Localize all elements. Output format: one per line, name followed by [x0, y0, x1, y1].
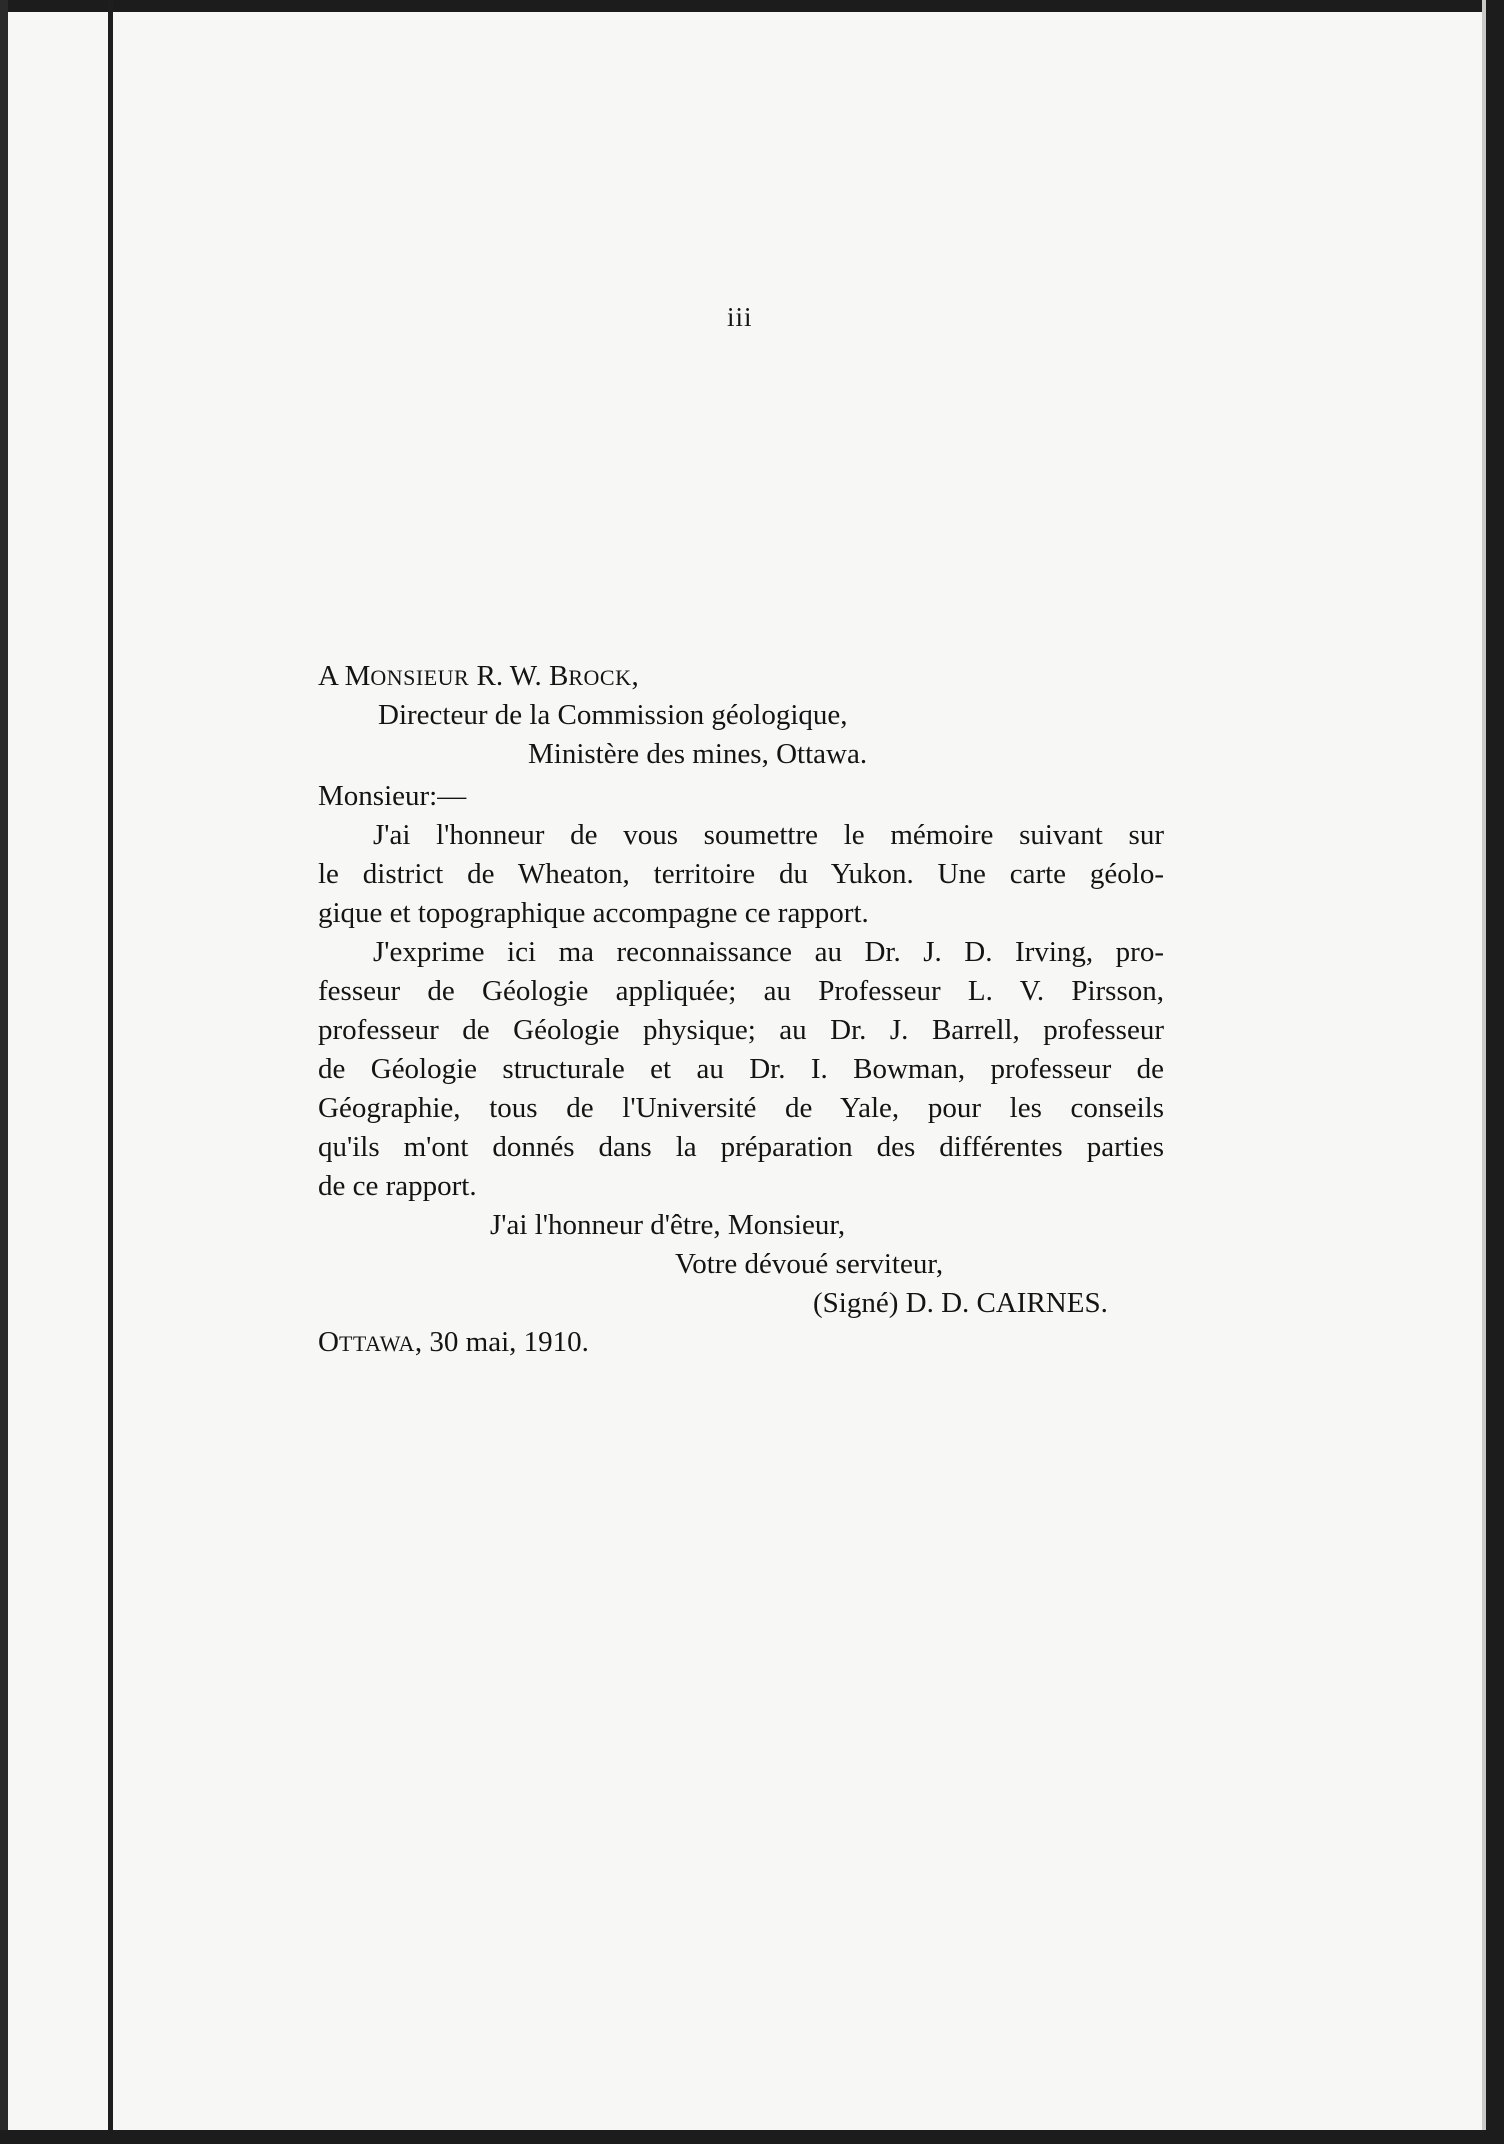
paragraph2-line3: professeur de Géologie physique; au Dr. J. Barrell, professeur: [318, 1014, 1164, 1046]
paragraph1-line1: J'ai l'honneur de vous soumettre le mémoire suivant sur: [373, 819, 1164, 851]
addressee-initial: A: [318, 660, 345, 692]
page-number: iii: [727, 302, 753, 332]
scan-border-left: [0, 0, 8, 2144]
binding-gutter-line: [108, 0, 113, 2144]
scan-border-top: [0, 0, 1504, 12]
paragraph2-line2: fesseur de Géologie appliquée; au Professeur L. V. Pirsson,: [318, 975, 1164, 1007]
addressee-line: [318, 658, 639, 696]
paragraph1-line2: le district de Wheaton, territoire du Yukon. Une carte géolo-: [318, 858, 1164, 890]
addressee-title: Directeur de la Commission géologique,: [378, 699, 848, 731]
dateline-place-cap: O: [318, 1326, 339, 1358]
dateline-place-small: TTAWA: [338, 1331, 415, 1356]
addressee-surname-cap: B: [549, 660, 569, 692]
scan-border-bottom: [0, 2130, 1504, 2144]
paragraph1-line3: gique et topographique accompagne ce rapport.: [318, 897, 869, 929]
paragraph2-line1: J'exprime ici ma reconnaissance au Dr. J. D. Irving, pro-: [373, 936, 1164, 968]
signature: (Signé) D. D. CAIRNES.: [813, 1287, 1108, 1319]
addressee-surname-small: ROCK: [568, 665, 632, 690]
dateline: [318, 1324, 589, 1362]
addressee-name-small: ONSIEUR: [370, 665, 470, 690]
greeting: Monsieur:—: [318, 780, 467, 812]
closing-servant: Votre dévoué serviteur,: [675, 1248, 944, 1280]
paragraph2-line7: de ce rapport.: [318, 1170, 477, 1202]
addressee-end: ,: [631, 660, 639, 692]
paragraph2-line6: qu'ils m'ont donnés dans la préparation des différentes parties: [318, 1131, 1164, 1163]
paragraph2-line5: Géographie, tous de l'Université de Yale, pour les conseils: [318, 1092, 1164, 1124]
addressee-department: Ministère des mines, Ottawa.: [528, 738, 868, 770]
dateline-date: , 30 mai, 1910.: [414, 1326, 589, 1358]
paragraph2-line4: de Géologie structurale et au Dr. I. Bowman, professeur de: [318, 1053, 1164, 1085]
addressee-name-cap: M: [344, 660, 371, 692]
closing-line: J'ai l'honneur d'être, Monsieur,: [490, 1209, 846, 1241]
addressee-initials: R. W.: [469, 660, 550, 692]
scan-border-right: [1486, 0, 1504, 2144]
